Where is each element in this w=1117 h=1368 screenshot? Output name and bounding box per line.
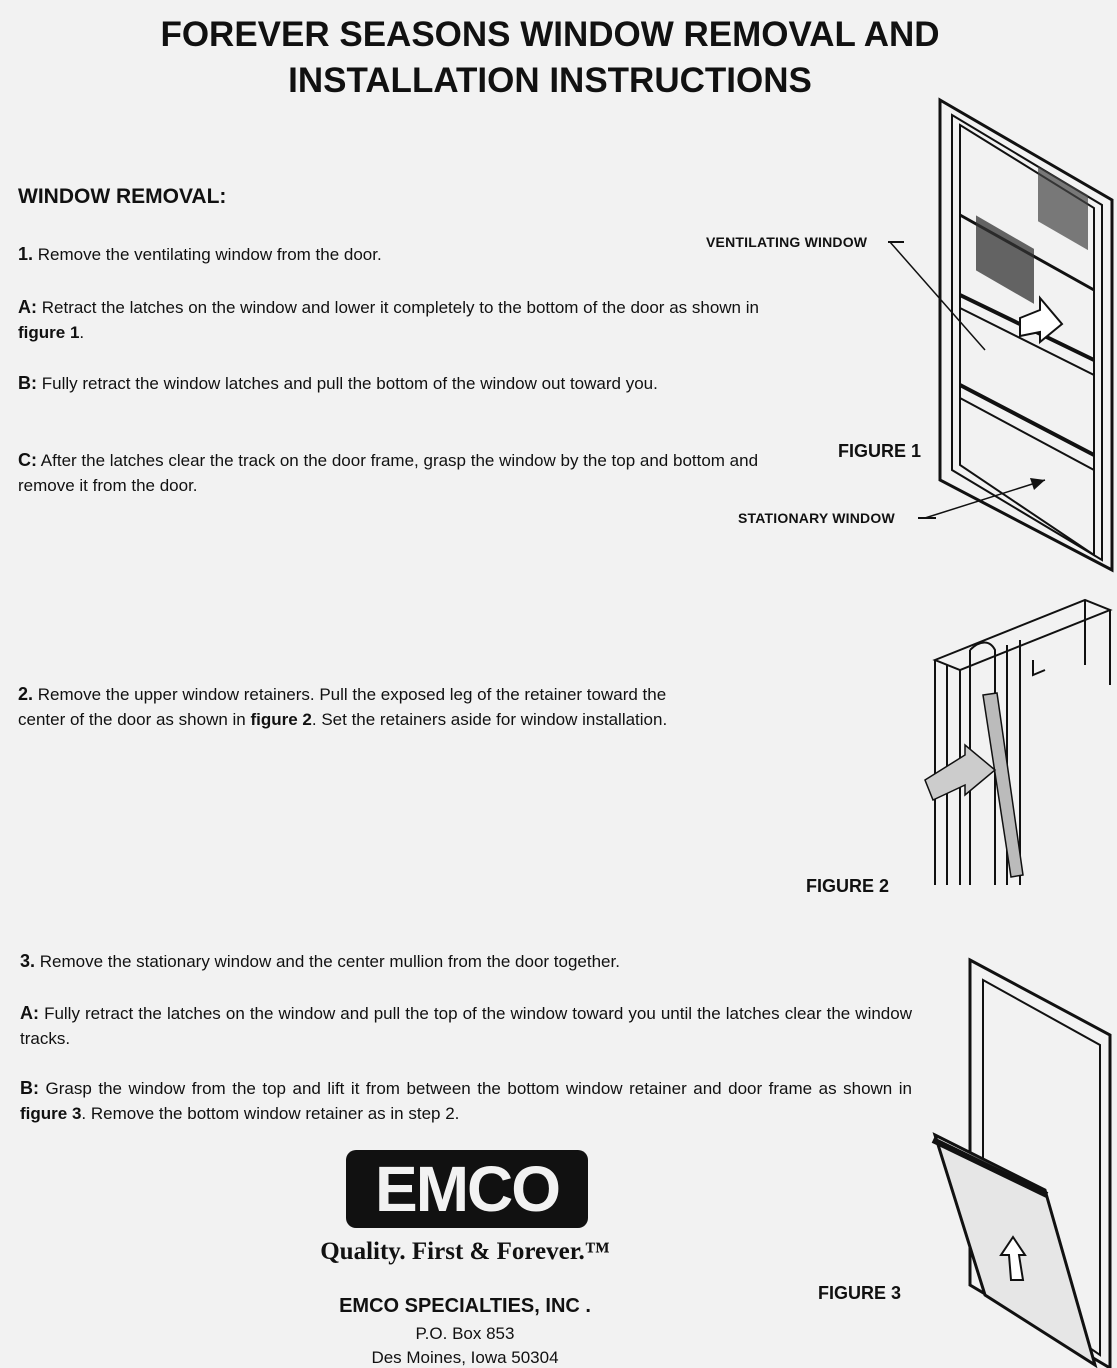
step-3b (20, 1076, 912, 1126)
figure-1-screen-shading (976, 215, 1034, 303)
step-1-number: 1. (18, 244, 34, 264)
figure-2-label: FIGURE 2 (806, 876, 890, 896)
step-1a-label: A: (18, 297, 37, 317)
tagline: Quality. First & Forever.™ (320, 1238, 610, 1265)
step-1a-text-end: . (79, 323, 85, 342)
step-2-figure-ref: figure 2 (250, 710, 312, 729)
step-2-text-end: . Set the retainers aside for window installation. (311, 710, 668, 729)
figure-1-callout-ventilating: VENTILATING WINDOW (706, 234, 868, 250)
step-1a (18, 295, 763, 345)
emco-logo-text: EMCO (375, 1153, 559, 1225)
figure-1-illustration (880, 80, 1117, 580)
step-1b-label: B: (18, 373, 37, 393)
step-1b (18, 371, 763, 396)
step-3-number: 3. (20, 951, 36, 971)
figure-3-illustration (925, 955, 1117, 1368)
address-line-1: P.O. Box 853 (415, 1324, 515, 1343)
step-3b-text: Grasp the window from the top and lift it from between the bottom window retainer and door frame as shown in (45, 1079, 913, 1098)
figure-1-label: FIGURE 1 (838, 441, 922, 461)
company-name: EMCO SPECIALTIES, INC . (339, 1295, 591, 1317)
figure-1-arrow-icon (1020, 298, 1062, 342)
figure-1-callout-line-2 (918, 517, 936, 519)
step-3b-figure-ref: figure 3 (20, 1104, 82, 1123)
step-1 (18, 242, 718, 267)
step-3-text: Remove the stationary window and the center mullion from the door together. (39, 952, 620, 971)
step-2-number: 2. (18, 684, 34, 704)
figure-2-illustration (925, 585, 1115, 885)
step-3b-text-end: . Remove the bottom window retainer as in step 2. (81, 1104, 460, 1123)
step-3 (20, 949, 920, 974)
step-3a (20, 1001, 912, 1051)
step-2-text: Remove the upper window retainers. Pull the exposed leg of the retainer toward the center of the door as shown in (18, 685, 667, 729)
figure-1-callout-line-1 (888, 241, 904, 243)
step-1c (18, 448, 763, 498)
step-2 (18, 682, 708, 732)
figure-2-retainer-leg (983, 693, 1023, 877)
section-heading: WINDOW REMOVAL: (18, 185, 227, 208)
step-3a-text: Fully retract the latches on the window and pull the top of the window toward you until the latches clear the window tracks. (20, 1004, 912, 1048)
step-1-text: Remove the ventilating window from the door. (37, 245, 382, 264)
figure-2-top-rail (935, 600, 1110, 670)
figure-3-label: FIGURE 3 (818, 1283, 902, 1303)
figure-1-callout-stationary: STATIONARY WINDOW (738, 510, 895, 526)
title-line-2: INSTALLATION INSTRUCTIONS (288, 61, 812, 100)
step-3a-label: A: (20, 1003, 39, 1023)
step-1a-text: Retract the latches on the window and lower it completely to the bottom of the door as shown in (41, 298, 759, 317)
step-1c-text: After the latches clear the track on the door frame, grasp the window by the top and bottom and remove it from the door. (18, 451, 759, 495)
step-1a-figure-ref: figure 1 (18, 323, 80, 342)
step-1c-label: C: (18, 450, 37, 470)
step-3b-label: B: (20, 1078, 39, 1098)
address-line-2: Des Moines, Iowa 50304 (371, 1348, 559, 1367)
step-1b-text: Fully retract the window latches and pull the bottom of the window out toward you. (41, 374, 658, 393)
title-line-1: FOREVER SEASONS WINDOW REMOVAL AND (160, 15, 940, 54)
